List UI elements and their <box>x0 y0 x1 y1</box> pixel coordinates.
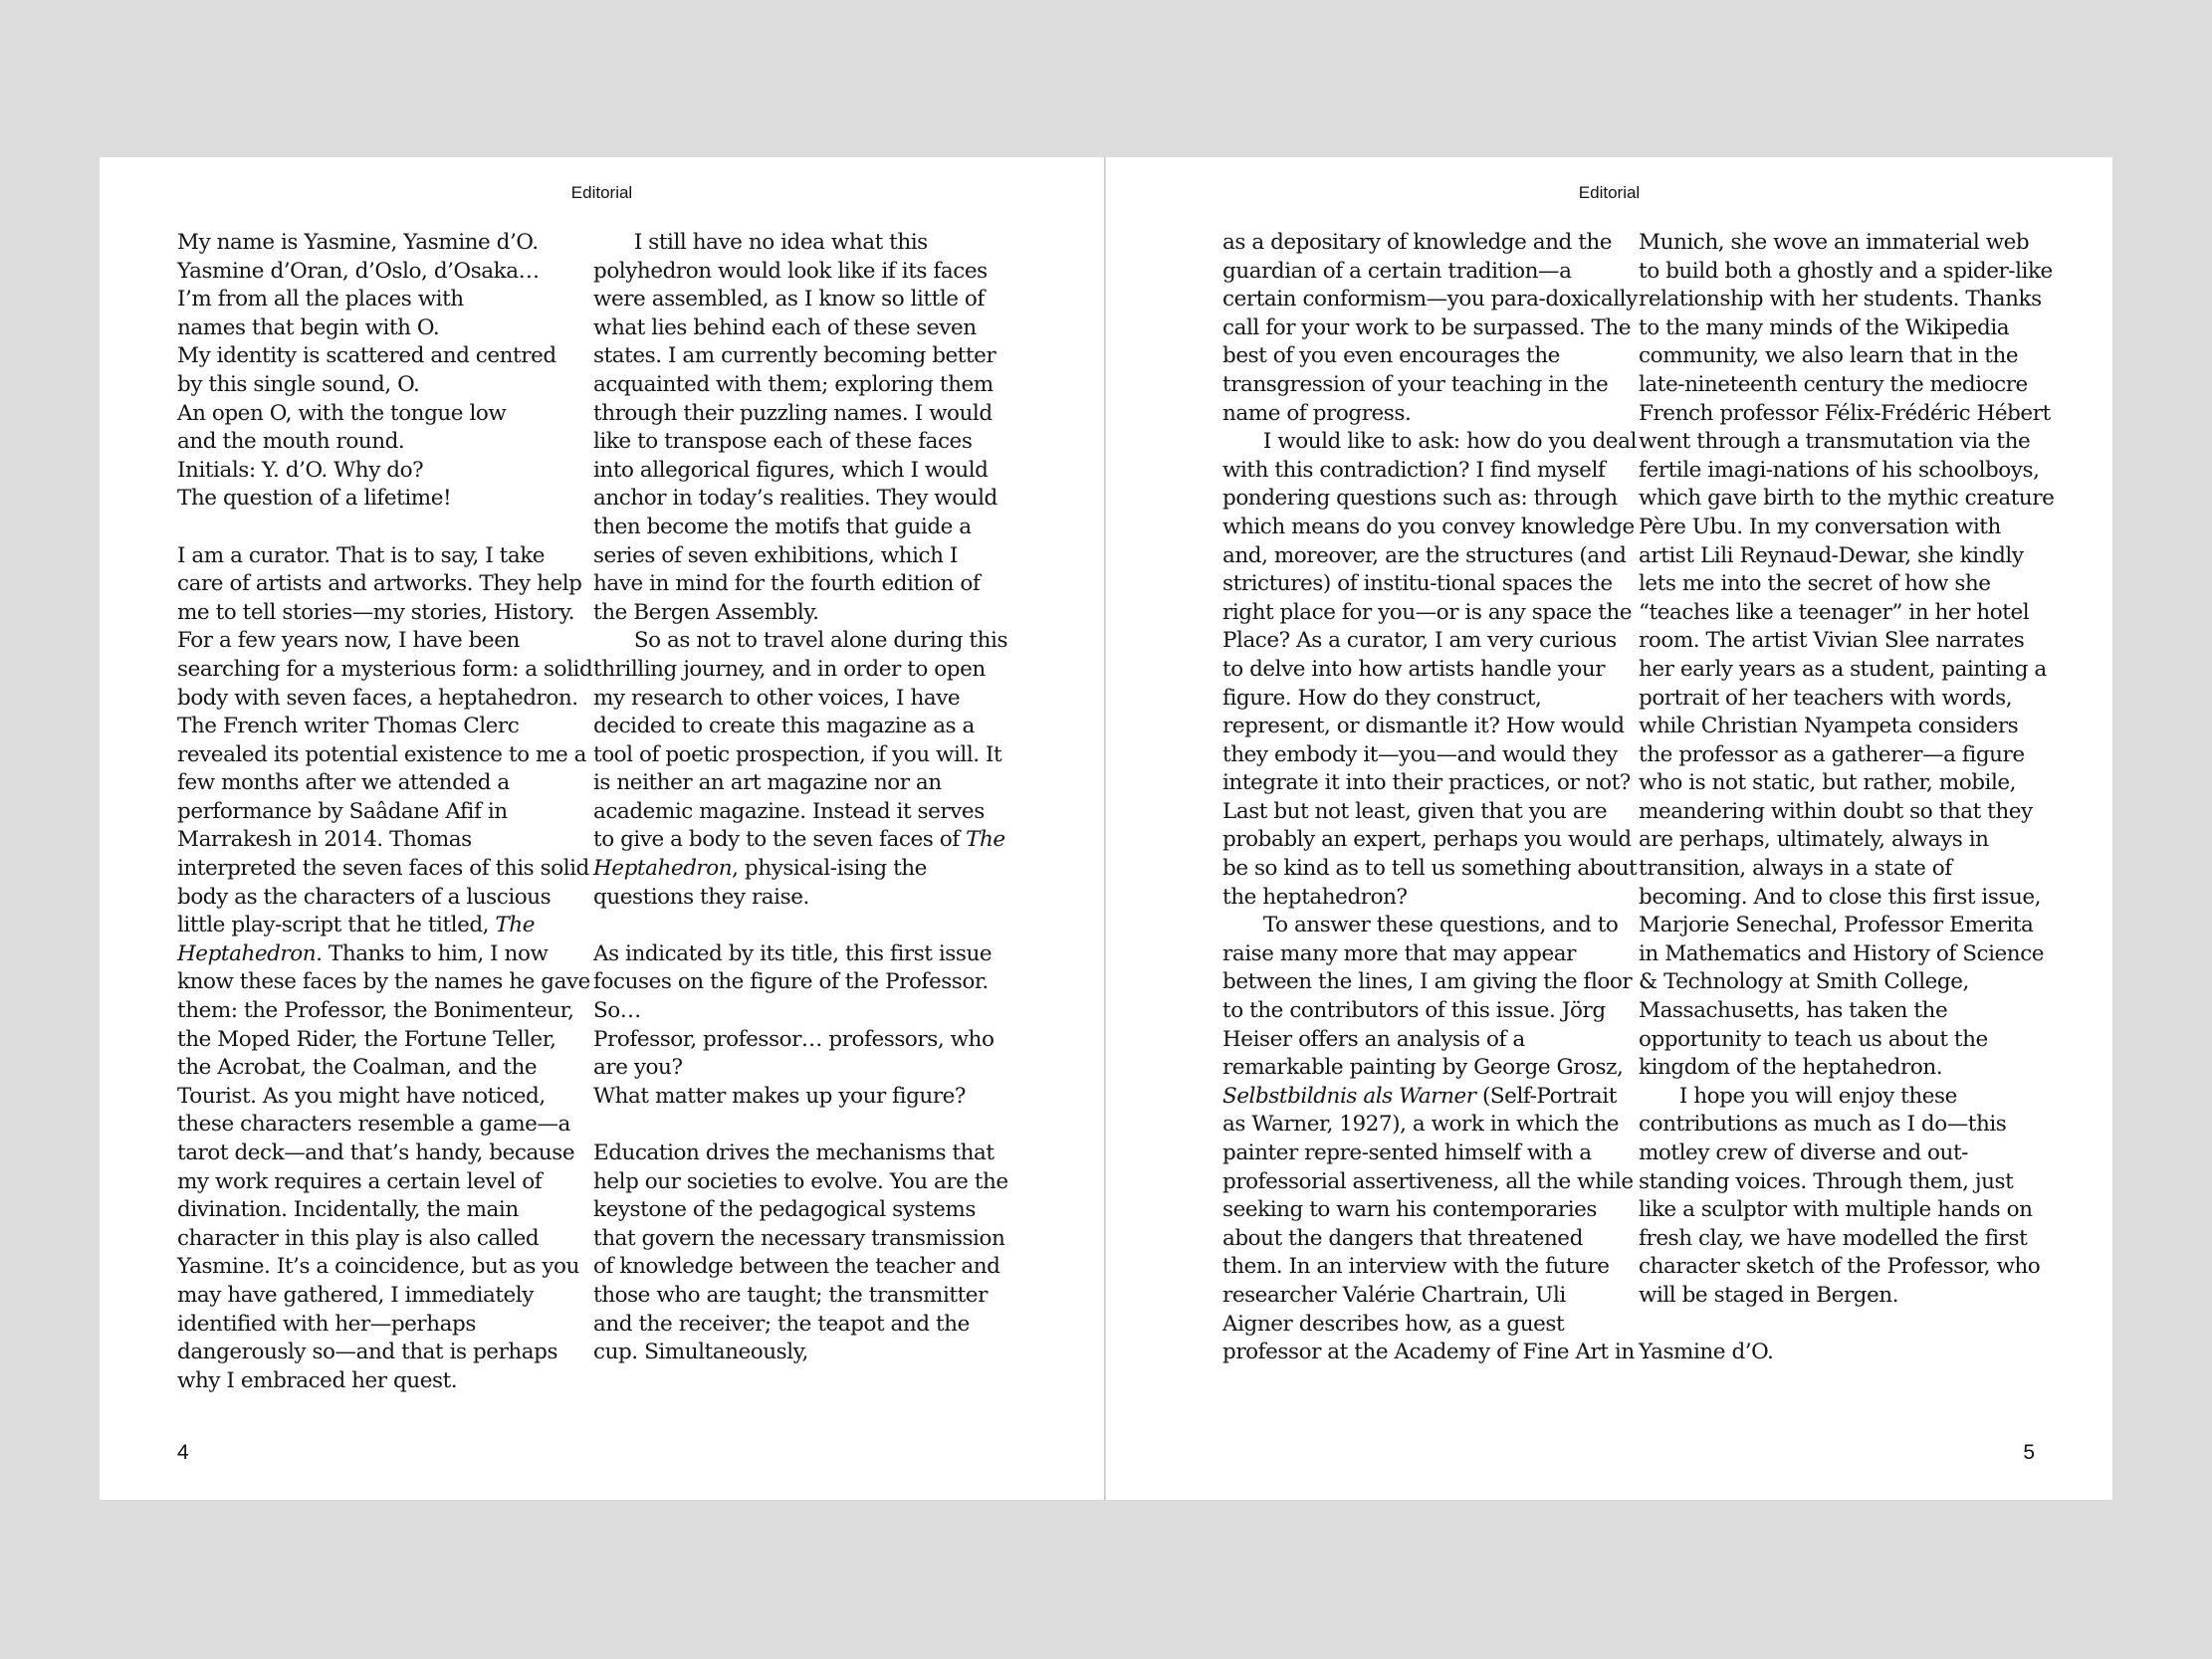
poem-line: The question of a lifetime! <box>177 486 452 512</box>
body-line: So… <box>593 998 641 1024</box>
text-column <box>1639 229 2055 1367</box>
running-header: Editorial <box>570 183 633 202</box>
poem-line: I’m from all the places with <box>177 287 464 312</box>
page-number: 5 <box>2023 1441 2035 1464</box>
right-page <box>1106 157 2112 1500</box>
page-number: 4 <box>177 1441 189 1464</box>
poem-line: My identity is scattered and centred <box>177 343 556 369</box>
poem-line: names that begin with O. <box>177 314 440 340</box>
body-paragraph: I would like to ask: how do you deal with this contradiction? I find myself pondering questions such as: through which means do you convey knowledge and, moreover, are the structures (and strictures) of institu-tional spaces the right place for you—or is any space the Place? As a curator, I am very curious to delve into how artists handle your figure. How do they construct, represent, or dismantle it? How would they embody it—you—and would they integrate it into their practices, or not? Last but not least, given that you are probably an expert, perhaps you would be so kind as to tell us something about the heptahedron? <box>1222 429 1638 910</box>
body-paragraph: I hope you will enjoy these contributions as much as I do—this motley crew of diverse and out-standing voices. Through them, just like a sculptor with multiple hands on fresh clay, we have modelled the first character sketch of the Professor, who will be staged in Bergen. <box>1639 1083 2041 1308</box>
poem-line: An open O, with the tongue low <box>177 400 507 426</box>
poem-line: My name is Yasmine, Yasmine d’O. <box>177 230 539 255</box>
body-paragraph: So as not to travel alone during this thrilling journey, and in order to open my research to other voices, I have decided to create this magazine as a tool of poetic prospection, if you will. It is neither an art magazine nor an academic magazine. Instead it serves to give a body to the seven faces of The Heptahedron, physical-ising the questions they raise. <box>593 628 1008 910</box>
left-page <box>100 157 1104 1500</box>
text-column <box>593 229 1009 1367</box>
body-paragraph: As indicated by its title, this first issue focuses on the figure of the Professor. <box>593 940 993 995</box>
opening-poem <box>177 229 593 514</box>
work-title: Selbstbildnis als Warner <box>1222 1083 1476 1109</box>
signature: Yasmine d’O. <box>1639 1340 1774 1365</box>
text-column <box>177 229 593 1395</box>
body-paragraph: I am a curator. That is to say, I take care of artists and artworks. They help me to tell stories—my stories, History. For a few years now, I have been searching for a mysterious form: a solid body with seven faces, a heptahedron. The French writer Thomas Clerc revealed its potential existence to me a few months after we attended a performance by Saâdane Afif in Marrakesh in 2014. Thomas interpreted the seven faces of this solid body as the characters of a luscious little play-script that he titled, The Heptahedron. Thanks to him, I now know these faces by the names he gave them: the Professor, the Bonimenteur, the Moped Rider, the Fortune Teller, the Acrobat, the Coalman, and the Tourist. As you might have noticed, these characters resemble a game—a tarot deck—and that’s handy, because my work requires a certain level of divination. Incidentally, the main character in this play is also called Yasmine. It’s a coincidence, but as you may have gathered, I immediately identified with her—perhaps dangerously so—and that is perhaps why I embraced her quest. <box>177 542 593 1393</box>
poem-line: Initials: Y. d’O. Why do? <box>177 457 424 483</box>
running-header: Editorial <box>1578 183 1641 202</box>
poem-line: by this single sound, O. <box>177 371 420 397</box>
body-line: What matter makes up your figure? <box>593 1083 966 1109</box>
body-paragraph: Education drives the mechanisms that help our societies to evolve. You are the keystone of the pedagogical systems that govern the necessary transmission of knowledge between the teacher and those who are taught; the transmitter and the receiver; the teapot and the cup. Simultaneously, <box>593 1141 1008 1365</box>
body-paragraph: as a depositary of knowledge and the guardian of a certain tradition—a certain conformism—you para-doxically call for your work to be surpassed. The best of you even encourages the transgression of your teaching in the name of progress. <box>1222 230 1638 426</box>
body-paragraph: Munich, she wove an immaterial web to build both a ghostly and a spider-like relationship with her students. Thanks to the many minds of the Wikipedia community, we also learn that in the late-nineteenth century the mediocre French professor Félix-Frédéric Hébert went through a transmutation via the fertile imagi-nations of his schoolboys, which gave birth to the mythic creature Père Ubu. In my conversation with artist Lili Reynaud-Dewar, she kindly lets me into the secret of how she “teaches like a teenager” in her hotel room. The artist Vivian Slee narrates her early years as a student, painting a portrait of her teachers with words, while Christian Nyampeta considers the professor as a gatherer—a figure who is not static, but rather, mobile, meandering within doubt so that they are perhaps, ultimately, always in transition, always in a state of becoming. And to close this first issue, Marjorie Senechal, Professor Emerita in Mathematics and History of Science & Technology at Smith College, Massachusetts, has taken the opportunity to teach us about the kingdom of the heptahedron. <box>1639 230 2055 1081</box>
poem-line: and the mouth round. <box>177 429 405 455</box>
body-paragraph: I still have no idea what this polyhedron would look like if its faces were assembled, as I know so little of what lies behind each of these seven states. I am currently becoming better acquainted with them; exploring them through their puzzling names. I would like to transpose each of these faces into allegorical figures, which I would anchor in today’s realities. They would then become the motifs that guide a series of seven exhibitions, which I have in mind for the fourth edition of the Bergen Assembly. <box>593 230 997 625</box>
poem-line: Yasmine d’Oran, d’Oslo, d’Osaka… <box>177 258 540 284</box>
work-title: The Heptahedron <box>177 913 535 966</box>
text-column <box>1222 229 1639 1367</box>
body-paragraph: To answer these questions, and to raise many more that may appear between the lines, I am giving the floor to the contributors of this issue. Jörg Heiser offers an analysis of a remarkable painting by George Grosz, Selbstbildnis als Warner (Self-Portrait as Warner, 1927), a work in which the painter repre-sented himself with a professorial assertiveness, all the while seeking to warn his contemporaries about the dangers that threatened them. In an interview with the future researcher Valérie Chartrain, Uli Aigner describes how, as a guest professor at the Academy of Fine Art in <box>1222 913 1635 1365</box>
work-title: The Heptahedron <box>593 827 1005 882</box>
body-line: Professor, professor… professors, who are you? <box>593 1026 995 1081</box>
